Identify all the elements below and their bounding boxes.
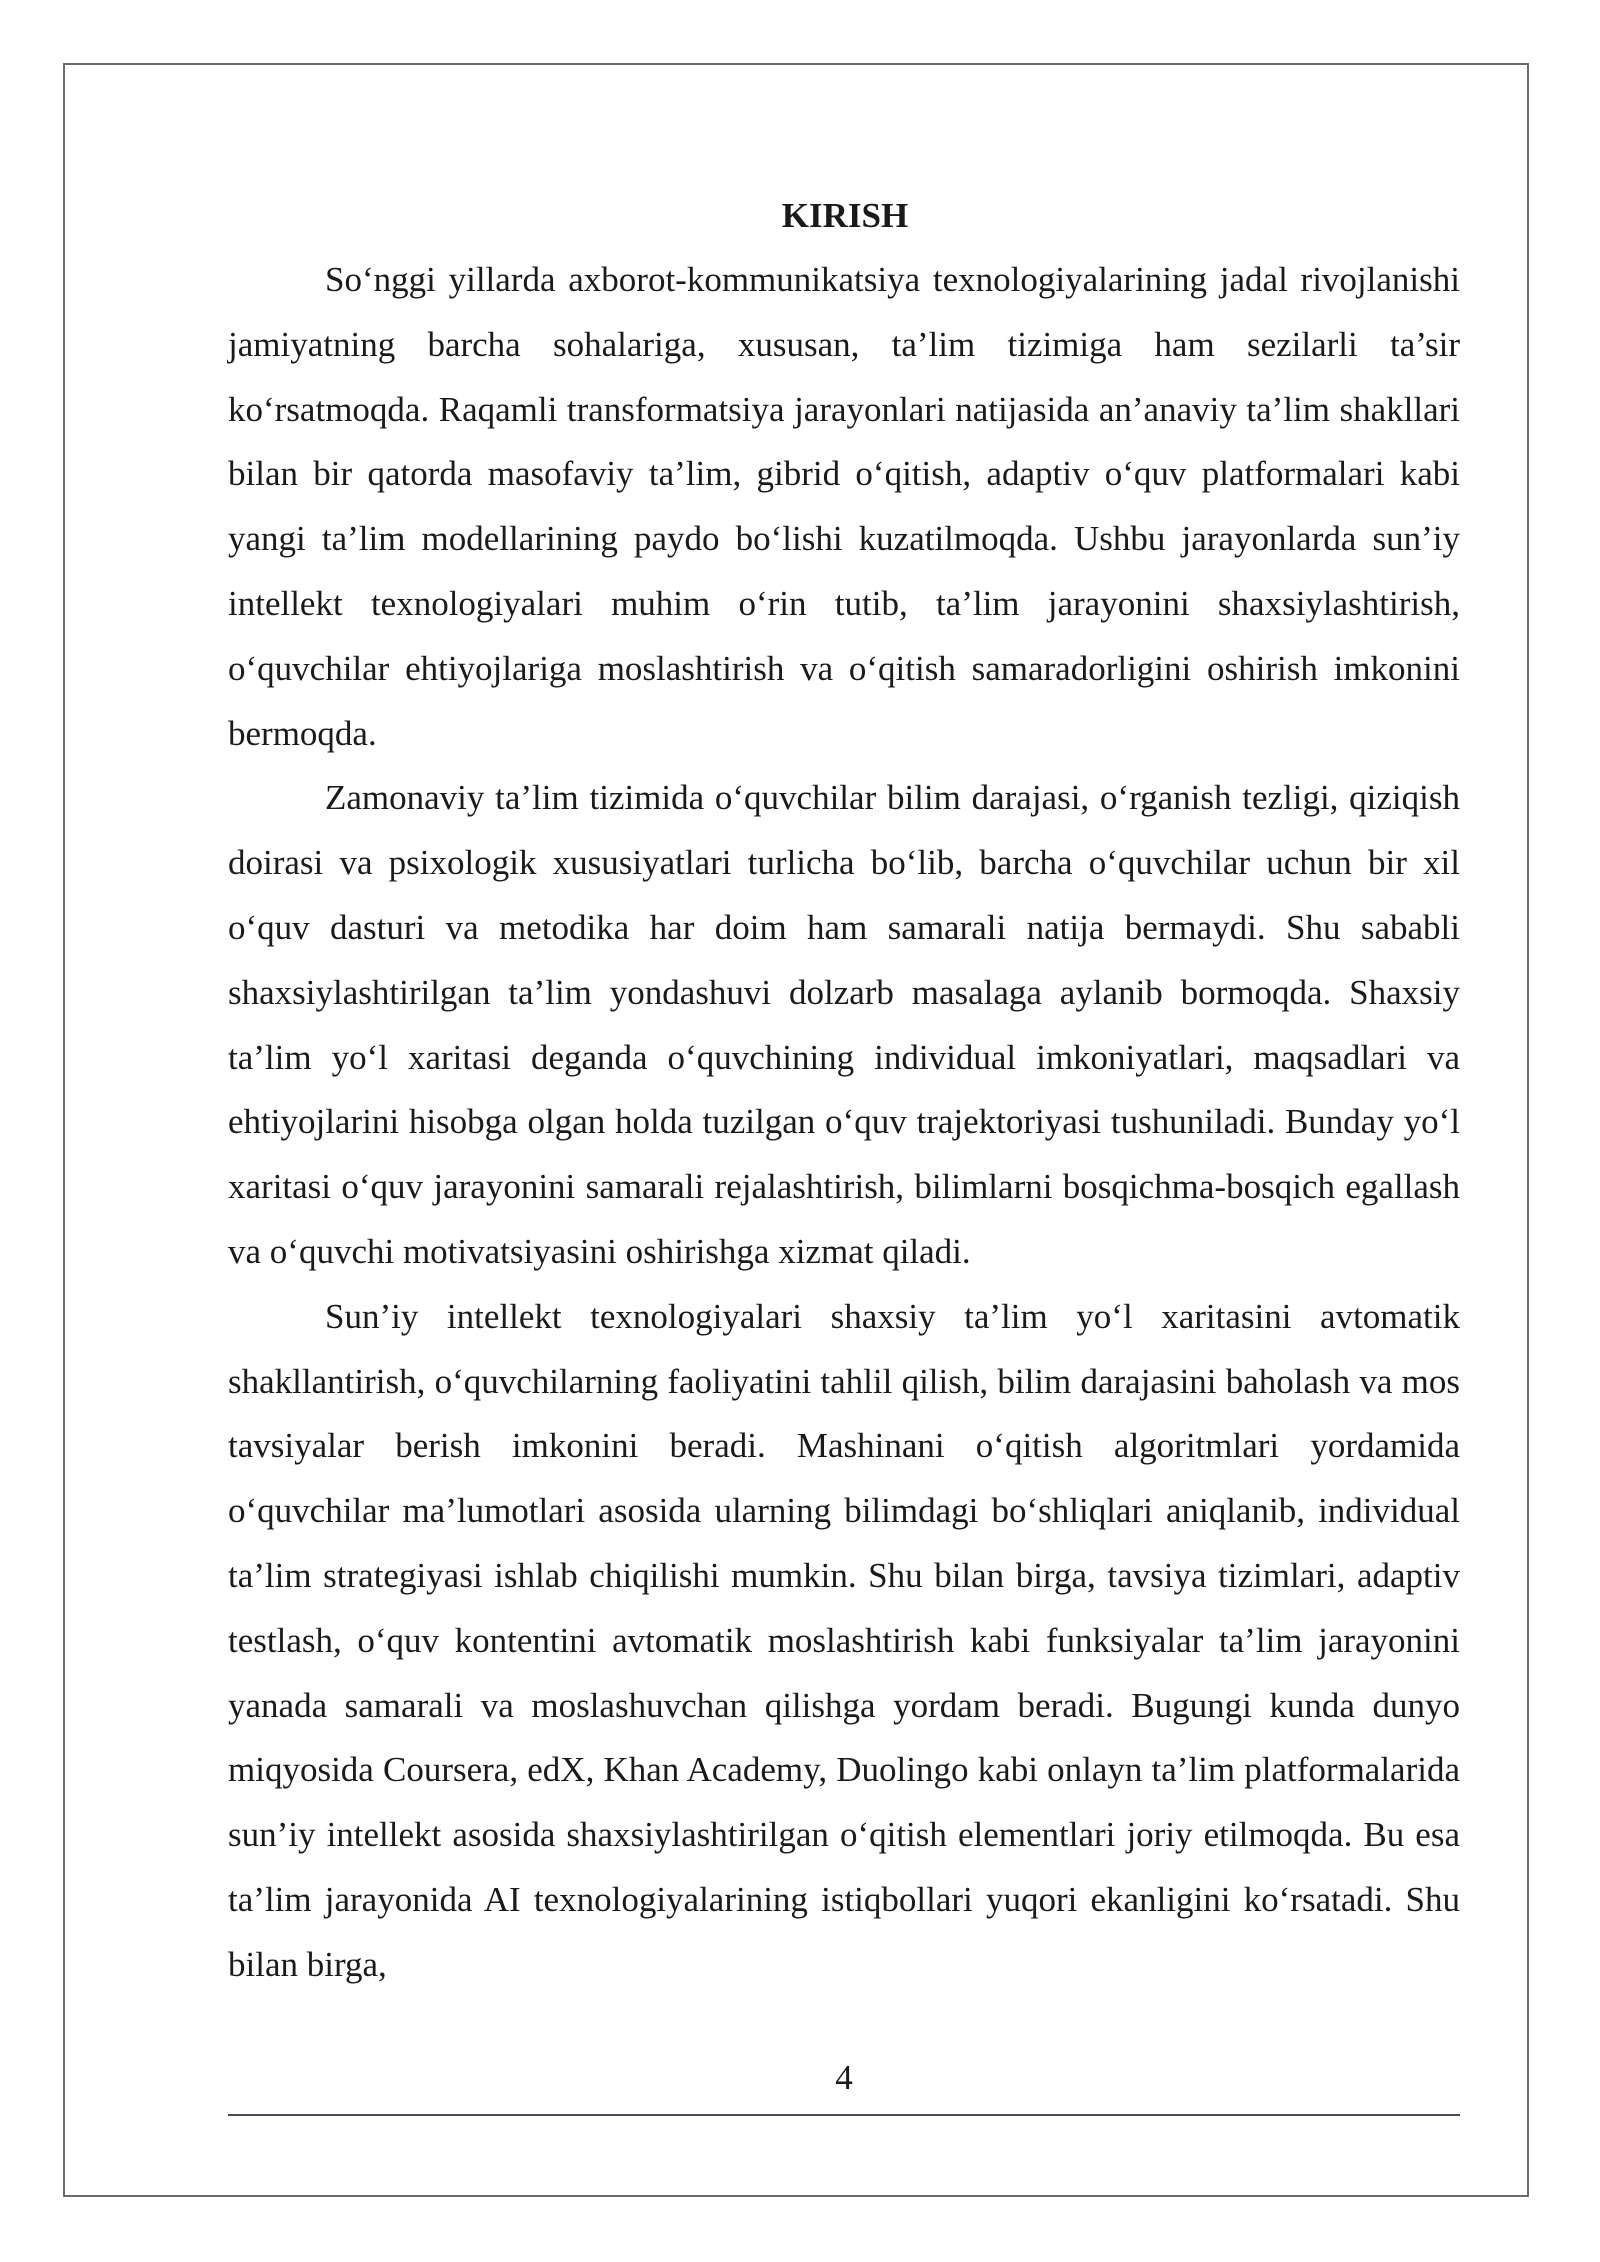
page-number: 4 — [835, 2058, 853, 2097]
document-body — [228, 184, 1460, 1998]
paragraph-2: Zamonaviy ta’lim tizimida o‘quvchilar bilim darajasi, o‘rganish tezligi, qiziqish doirasi va psixologik xususiyatlari turlicha bo‘lib, barcha o‘quvchilar uchun bir xil o‘quv dasturi va metodika har doim ham samarali natija bermaydi. Shu sababli shaxsiylashtirilgan ta’lim yondashuvi dolzarb masalaga aylanib bormoqda. Shaxsiy ta’lim yo‘l xaritasi deganda o‘quvchining individual imkoniyatlari, maqsadlari va ehtiyojlarini hisobga olgan holda tuzilgan o‘quv trajektoriyasi tushuniladi. Bunday yo‘l xaritasi o‘quv jarayonini samarali rejalashtirish, bilimlarni bosqichma-bosqich egallash va o‘quvchi motivatsiyasini oshirishga xizmat qiladi. — [228, 778, 1460, 1271]
section-heading: KIRISH — [781, 196, 909, 235]
paragraph-3: Sun’iy intellekt texnologiyalari shaxsiy ta’lim yo‘l xaritasini avtomatik shakllantirish, o‘quvchilarning faoliyatini tahlil qilish, bilim darajasini baholash va mos tavsiyalar berish imkonini beradi. Mashinani o‘qitish algoritmlari yordamida o‘quvchilar ma’lumotlari asosida ularning bilimdagi bo‘shliqlari aniqlanib, individual ta’lim strategiyasi ishlab chiqilishi mumkin. Shu bilan birga, tavsiya tizimlari, adaptiv testlash, o‘quv kontentini avtomatik moslashtirish kabi funksiyalar ta’lim jarayonini yanada samarali va moslashuvchan qilishga yordam beradi. Bugungi kunda dunyo miqyosida Coursera, edX, Khan Academy, Duolingo kabi onlayn ta’lim platformalarida sun’iy intellekt asosida shaxsiylashtirilgan o‘qitish elementlari joriy etilmoqda. Bu esa ta’lim jarayonida AI texnologiyalarining istiqbollari yuqori ekanligini ko‘rsatadi. Shu bilan birga, — [228, 1296, 1460, 1984]
footer-divider — [228, 2114, 1460, 2116]
paragraph-1: So‘nggi yillarda axborot-kommunikatsiya texnologiyalarining jadal rivojlanishi jamiyatning barcha sohalariga, xususan, ta’lim tizimiga ham sezilarli ta’sir ko‘rsatmoqda. Raqamli transformatsiya jarayonlari natijasida an’anaviy ta’lim shakllari bilan bir qatorda masofaviy ta’lim, gibrid o‘qitish, adaptiv o‘quv platformalari kabi yangi ta’lim modellarining paydo bo‘lishi kuzatilmoqda. Ushbu jarayonlarda sun’iy intellekt texnologiyalari muhim o‘rin tutib, ta’lim jarayonini shaxsiylashtirish, o‘quvchilar ehtiyojlariga moslashtirish va o‘qitish samaradorligini oshirish imkonini bermoqda. — [228, 260, 1460, 753]
